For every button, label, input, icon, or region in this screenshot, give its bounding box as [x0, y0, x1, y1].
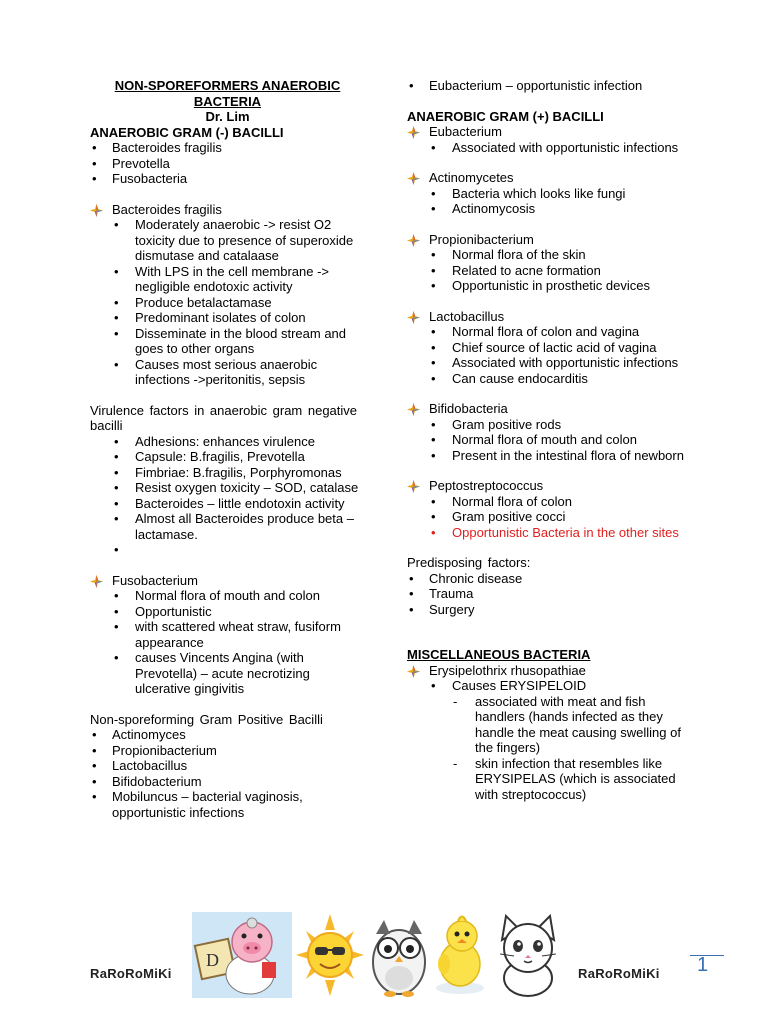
gram-positive-paragraph: Non-sporeforming Gram Positive Bacilli	[90, 711, 323, 727]
list-item: • Moderately anaerobic -> resist O2 toxicity due to presence of superoxide dismutase and catalaase	[90, 217, 365, 264]
list-item: • Associated with opportunistic infections	[407, 355, 687, 371]
svg-text:D: D	[206, 950, 219, 970]
list-item: • Bacteroides fragilis	[90, 140, 365, 156]
list-item: • Causes ERYSIPELOID	[407, 678, 687, 694]
list-item: • Present in the intestinal flora of newborn	[407, 448, 687, 464]
star-bullet-icon	[407, 234, 420, 247]
list-eubacterium	[407, 140, 687, 156]
list-item: • Gram positive rods	[407, 417, 687, 433]
list-item: • Opportunistic	[90, 604, 365, 620]
list-continued	[407, 78, 687, 94]
list-peptostreptococcus	[407, 494, 687, 541]
list-item: • Can cause endocarditis	[407, 371, 687, 387]
right-column	[407, 78, 687, 802]
section-erysipelothrix	[407, 663, 687, 679]
list-actinomycetes	[407, 186, 687, 217]
list-item: • Chief source of lactic acid of vagina	[407, 340, 687, 356]
chick-icon	[430, 912, 492, 998]
section-title: Bifidobacteria	[429, 401, 508, 416]
heading-gram-negative: ANAEROBIC GRAM (-) BACILLI	[90, 124, 284, 140]
section-actinomycetes	[407, 170, 687, 186]
section-lactobacillus	[407, 309, 687, 325]
virulence-paragraph: Virulence factors in anaerobic gram negative bacilli	[90, 402, 358, 433]
list-item-highlight: • Opportunistic Bacteria in the other sites	[407, 525, 687, 541]
list-propionibacterium	[407, 247, 687, 294]
list-item-sub: - associated with meat and fish handlers (hands infected as they handle the meat causing swelling of the fingers)	[407, 694, 687, 756]
section-bifidobacteria	[407, 401, 687, 417]
list-item: • Lactobacillus	[90, 758, 365, 774]
list-item: • Mobiluncus – bacterial vaginosis, opportunistic infections	[90, 789, 365, 820]
heading-gram-positive: ANAEROBIC GRAM (+) BACILLI	[407, 108, 604, 124]
section-title: Bacteroides fragilis	[112, 201, 222, 217]
list-predisposing	[407, 571, 687, 618]
sun-sunglasses-icon	[296, 912, 364, 998]
list-item: • Bacteroides – little endotoxin activity	[90, 496, 365, 512]
list-virulence	[90, 434, 365, 558]
list-item: • Disseminate in the blood stream and goes to other organs	[90, 326, 365, 357]
list-gram-negative	[90, 140, 365, 187]
pig-doctor-icon	[192, 912, 292, 998]
section-propionibacterium	[407, 232, 687, 248]
list-item: • Adhesions: enhances virulence	[90, 434, 365, 450]
cat-icon	[494, 912, 562, 998]
star-bullet-icon	[407, 126, 420, 139]
list-item: • Opportunistic in prosthetic devices	[407, 278, 687, 294]
list-item: • Related to acne formation	[407, 263, 687, 279]
owl-icon	[366, 912, 432, 998]
list-item: • Chronic disease	[407, 571, 687, 587]
section-fusobacterium	[90, 573, 365, 589]
list-item: • Normal flora of colon and vagina	[407, 324, 687, 340]
list-item: • Normal flora of mouth and colon	[407, 432, 687, 448]
list-item: • Capsule: B.fragilis, Prevotella	[90, 449, 365, 465]
list-item: • Gram positive cocci	[407, 509, 687, 525]
list-item-sub: - skin infection that resembles like ERYSIPELAS (which is associated with streptococcus)	[407, 756, 687, 803]
section-title: Propionibacterium	[429, 231, 534, 247]
left-column	[90, 78, 365, 820]
list-item: • Fimbriae: B.fragilis, Porphyromonas	[90, 465, 365, 481]
star-bullet-icon	[407, 172, 420, 185]
list-item: • Predominant isolates of colon	[90, 310, 365, 326]
star-bullet-icon	[90, 575, 103, 588]
list-item: • Prevotella	[90, 156, 365, 172]
section-peptostreptococcus	[407, 478, 687, 494]
section-eubacterium	[407, 124, 687, 140]
list-item: • Eubacterium – opportunistic infection	[407, 78, 687, 94]
star-bullet-icon	[407, 311, 420, 324]
list-item: • Fusobacteria	[90, 171, 365, 187]
section-title: Erysipelothrix rhusopathiae	[429, 662, 586, 678]
list-item: • Trauma	[407, 586, 687, 602]
doc-author: Dr. Lim	[205, 109, 250, 124]
list-item: • Produce betalactamase	[90, 295, 365, 311]
list-item: • Actinomyces	[90, 727, 365, 743]
star-bullet-icon	[407, 480, 420, 493]
list-bacteroides	[90, 217, 365, 388]
list-bifidobacteria	[407, 417, 687, 464]
list-item: • Normal flora of the skin	[407, 247, 687, 263]
section-title: Lactobacillus	[429, 308, 505, 324]
star-bullet-icon	[90, 204, 103, 217]
list-item: • Surgery	[407, 602, 687, 618]
list-item: • with scattered wheat straw, fusiform appearance	[90, 619, 365, 650]
section-title: Fusobacterium	[112, 572, 198, 588]
doc-title-line2: BACTERIA	[193, 93, 262, 109]
list-fusobacterium	[90, 588, 365, 697]
section-title: Eubacterium	[429, 124, 502, 139]
list-gram-positive	[90, 727, 365, 820]
section-title: Actinomycetes	[429, 170, 514, 185]
list-lactobacillus	[407, 324, 687, 386]
list-item: • Almost all Bacteroides produce beta – lactamase.	[90, 511, 365, 542]
list-item: • Propionibacterium	[90, 743, 365, 759]
list-item: • Normal flora of mouth and colon	[90, 588, 365, 604]
list-item-empty	[90, 542, 365, 558]
list-item: • causes Vincents Angina (with Prevotella) – acute necrotizing ulcerative gingivitis	[90, 650, 365, 697]
list-item: • With LPS in the cell membrane -> negligible endotoxic activity	[90, 264, 365, 295]
predisposing-title: Predisposing factors:	[407, 555, 531, 570]
list-erysipelothrix	[407, 678, 687, 802]
doc-title-line1: NON-SPOREFORMERS ANAEROBIC	[114, 78, 341, 93]
heading-miscellaneous: MISCELLANEOUS BACTERIA	[407, 647, 591, 662]
list-item: • Actinomycosis	[407, 201, 687, 217]
list-item: • Causes most serious anaerobic infections ->peritonitis, sepsis	[90, 357, 365, 388]
page-number: 1	[697, 954, 709, 976]
footer-brand-left: RaRoRoMiKi	[90, 966, 172, 981]
list-item: • Resist oxygen toxicity – SOD, catalase	[90, 480, 365, 496]
list-item: • Bifidobacterium	[90, 774, 365, 790]
footer-brand-right: RaRoRoMiKi	[578, 966, 660, 981]
star-bullet-icon	[407, 403, 420, 416]
list-item: • Normal flora of colon	[407, 494, 687, 510]
star-bullet-icon	[407, 665, 420, 678]
list-item: • Associated with opportunistic infections	[407, 140, 687, 156]
section-bacteroides	[90, 202, 365, 218]
list-item: • Bacteria which looks like fungi	[407, 186, 687, 202]
section-title: Peptostreptococcus	[429, 478, 544, 493]
